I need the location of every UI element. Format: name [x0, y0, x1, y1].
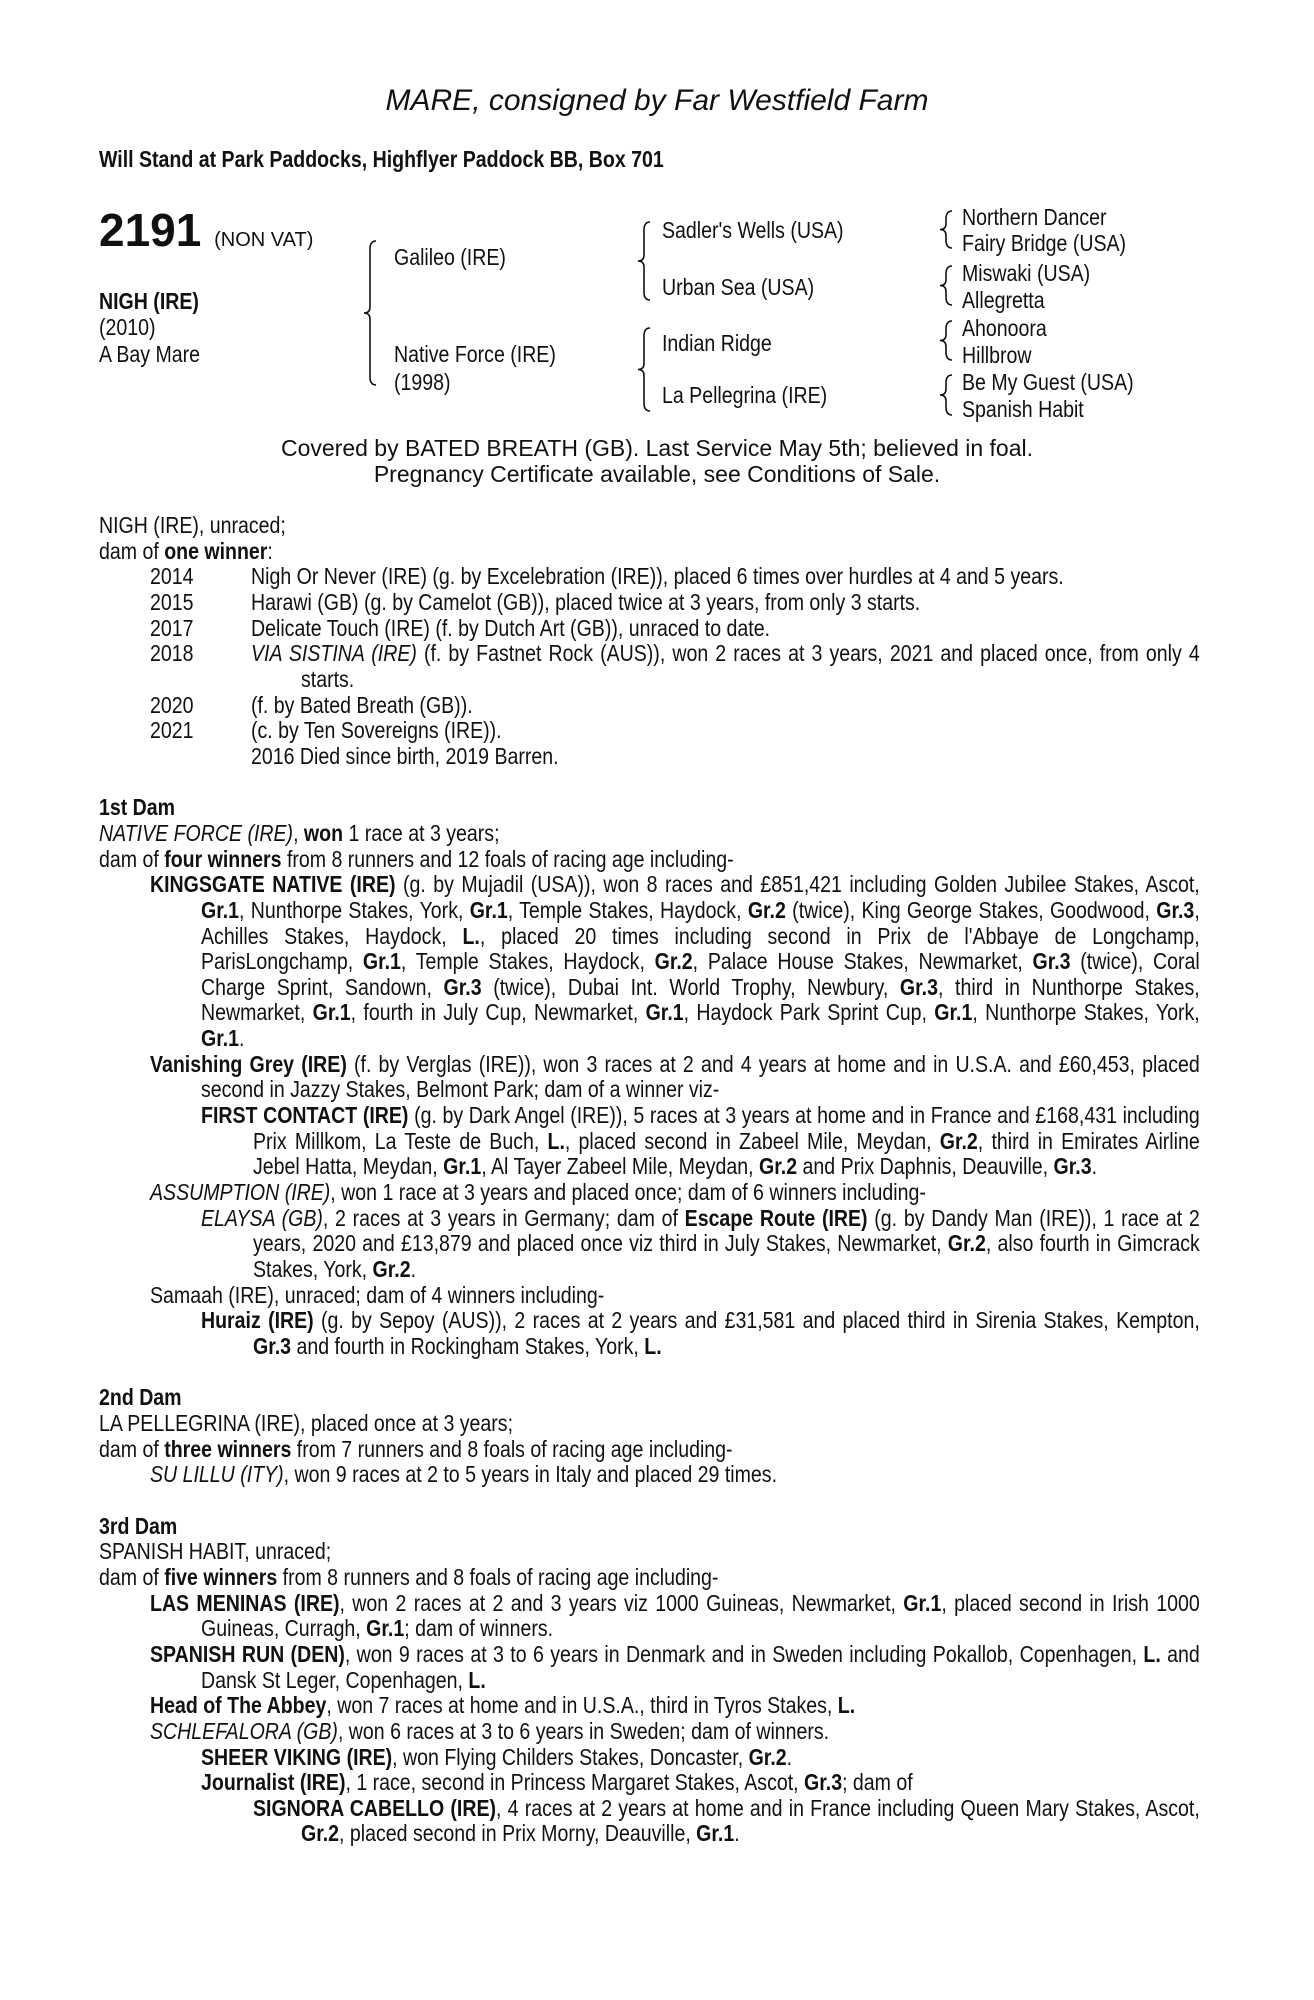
text: (g. by Dandy Man (IRE)), 1 race at 2 years, 2020 and £13,879 and placed once viz third in July Stakes, Newmarket,: [252, 1204, 1200, 1257]
text: Samaah (IRE), unraced; dam of 4 winners including-: [150, 1281, 605, 1308]
bold-text: Vanishing Grey (IRE): [150, 1050, 347, 1077]
text: Delicate Touch (IRE) (f. by Dutch Art (GB)), unraced to date.: [250, 614, 771, 641]
bold-text: Gr.2: [747, 896, 786, 923]
text: , also fourth in Gimcrack Stakes, York,: [252, 1230, 1200, 1283]
progeny-entry: [99, 744, 1200, 770]
progeny-year: 2020: [150, 691, 194, 718]
bold-text: Journalist (IRE): [201, 1769, 346, 1796]
text: , 2 races at 3 years in Germany; dam of: [322, 1204, 685, 1231]
bold-text: five winners: [164, 1563, 278, 1590]
bold-text: Gr.2: [759, 1153, 798, 1180]
bold-text: three winners: [164, 1435, 292, 1462]
bold-text: Gr.1: [201, 896, 240, 923]
text: , won 2 races at 2 and 3 years viz 1000 Guineas, Newmarket,: [339, 1589, 904, 1616]
produce-entry: [99, 1103, 1200, 1180]
dam-summary: [99, 1411, 1200, 1437]
progeny-entry: [99, 616, 1200, 642]
progeny-entry: [99, 693, 1200, 719]
bold-text: L.: [462, 922, 480, 949]
progeny-year: 2015: [150, 588, 194, 615]
italic-text: ELAYSA (GB): [201, 1204, 323, 1231]
produce-entry: [99, 1180, 1200, 1206]
dam-summary: [99, 1565, 1200, 1591]
text: from 8 runners and 12 foals of racing age including-: [281, 845, 734, 872]
bold-text: 3rd Dam: [99, 1512, 178, 1539]
section-heading: [99, 1514, 1200, 1540]
bold-text: Gr.2: [654, 948, 693, 975]
bold-text: Gr.3: [804, 1769, 843, 1796]
covering-note: [0, 436, 1314, 487]
bold-text: 2nd Dam: [99, 1384, 182, 1411]
text: , Haydock Park Sprint Cup,: [683, 999, 935, 1026]
brace-shape: [364, 241, 376, 385]
bold-text: Gr.1: [312, 999, 351, 1026]
text: , won 9 races at 2 to 5 years in Italy and placed 29 times.: [283, 1461, 778, 1488]
produce-entry: [99, 1745, 1200, 1771]
text: .: [734, 1820, 740, 1847]
brace-shape: [940, 266, 952, 305]
bold-text: four winners: [164, 845, 282, 872]
dam-summary: [99, 1437, 1200, 1463]
bold-text: Gr.3: [1053, 1153, 1092, 1180]
dam-summary: [99, 539, 1200, 565]
dam-summary: [99, 1539, 1200, 1565]
text: and fourth in Rockingham Stakes, York,: [291, 1333, 645, 1359]
bold-text: Gr.1: [201, 1025, 240, 1052]
text: dam of: [99, 537, 165, 564]
bold-text: L.: [468, 1666, 486, 1693]
text: Harawi (GB) (g. by Camelot (GB)), placed twice at 3 years, from only 3 starts.: [250, 588, 921, 615]
produce-entry: [99, 1462, 1200, 1488]
bold-text: Gr.1: [362, 948, 401, 975]
text: NIGH (IRE), unraced;: [99, 512, 286, 538]
produce-entry: [99, 1308, 1200, 1359]
brace-shape: [940, 321, 952, 360]
bold-text: Gr.2: [748, 1743, 787, 1770]
progeny-year: 2021: [150, 717, 194, 744]
catalogue-body: [99, 513, 1200, 1847]
text: , fourth in July Cup, Newmarket,: [350, 999, 646, 1026]
bold-text: Gr.1: [366, 1615, 405, 1642]
text: , 1 race, second in Princess Margaret Stakes, Ascot,: [345, 1769, 805, 1796]
bold-text: Gr.1: [645, 999, 684, 1026]
bold-text: Escape Route (IRE): [684, 1204, 868, 1231]
text: (twice), Dubai Int. World Trophy, Newbury,: [481, 973, 900, 1000]
text: , won 1 race at 3 years and placed once; dam of 6 winners including-: [330, 1179, 926, 1206]
bold-text: Gr.2: [372, 1256, 411, 1283]
horse-year: (2010): [99, 314, 156, 340]
bold-text: Gr.1: [903, 1589, 942, 1616]
bold-text: Gr.1: [696, 1820, 735, 1847]
progeny-year: 2014: [150, 563, 194, 590]
text: .: [239, 1025, 245, 1052]
dam-summary: [99, 821, 1200, 847]
section-heading: [99, 795, 1200, 821]
text: , Temple Stakes, Haydock,: [400, 948, 655, 975]
lot-number: 2191: [99, 204, 202, 256]
produce-entry: [99, 1719, 1200, 1745]
text: , 4 races at 2 years at home and in France including Queen Mary Stakes, Ascot,: [496, 1794, 1200, 1821]
bold-text: SIGNORA CABELLO (IRE): [252, 1794, 497, 1821]
text: SPANISH HABIT, unraced;: [99, 1538, 332, 1565]
bold-text: L.: [1143, 1640, 1161, 1667]
pedigree-gen3: Be My Guest (USA): [962, 369, 1134, 395]
text: .: [786, 1743, 793, 1770]
bold-text: Gr.1: [934, 999, 973, 1026]
bold-text: Gr.2: [300, 1820, 340, 1847]
text: from 8 runners and 8 foals of racing age including-: [277, 1563, 719, 1590]
page-title: MARE, consigned by Far Westfield Farm: [385, 84, 929, 117]
pedigree-gen2: Urban Sea (USA): [662, 274, 815, 300]
text: , placed 20 times including second in Prix de l'Abbaye de Longchamp, ParisLongchamp,: [201, 922, 1200, 975]
text: dam of: [99, 1435, 165, 1462]
text: and Prix Daphnis, Deauville,: [797, 1153, 1054, 1180]
pregnancy-line: Pregnancy Certificate available, see Conditions of Sale.: [373, 460, 941, 487]
dam-summary: [99, 847, 1200, 873]
pedigree-dam: Native Force (IRE): [394, 341, 556, 367]
text: dam of: [99, 1563, 165, 1590]
text: .: [1091, 1153, 1098, 1180]
text: (twice), King George Stakes, Goodwood,: [785, 896, 1157, 923]
text: (f. by Fastnet Rock (AUS)), won 2 races at 3 years, 2021 and placed once, from only 4 starts.: [300, 640, 1200, 692]
text: , third in Emirates Airline Jebel Hatta, Meydan,: [252, 1127, 1200, 1180]
text: , won 9 races at 3 to 6 years in Denmark and in Sweden including Pokallob, Copenhagen,: [344, 1640, 1144, 1667]
text: 2016 Died since birth, 2019 Barren.: [250, 742, 559, 769]
brace-shape: [940, 375, 952, 415]
text: (f. by Bated Breath (GB)).: [250, 691, 473, 718]
produce-entry: [99, 1796, 1200, 1847]
bold-text: Gr.1: [443, 1153, 482, 1180]
bold-text: L.: [644, 1333, 662, 1359]
text: , Nunthorpe Stakes, York,: [239, 896, 470, 923]
text: 1 race at 3 years;: [343, 819, 500, 846]
pedigree-gen3: Ahonoora: [962, 315, 1047, 341]
pedigree-gen3: Spanish Habit: [962, 396, 1084, 422]
pedigree-dam-year: (1998): [394, 369, 451, 395]
pedigree-sire: Galileo (IRE): [394, 244, 506, 270]
pedigree-braces: [0, 0, 1314, 500]
bold-text: FIRST CONTACT (IRE): [201, 1102, 409, 1129]
horse-description: A Bay Mare: [99, 341, 201, 367]
text: , won 6 races at 3 to 6 years in Sweden; dam of winners.: [337, 1717, 830, 1744]
produce-entry: [99, 1770, 1200, 1796]
pedigree-gen3: Fairy Bridge (USA): [962, 230, 1127, 256]
pedigree-gen2: La Pellegrina (IRE): [662, 382, 828, 408]
text: dam of: [99, 845, 165, 872]
pedigree-gen2: Sadler's Wells (USA): [662, 217, 844, 243]
progeny-entry: [99, 718, 1200, 744]
produce-entry: [99, 872, 1200, 1052]
produce-entry: [99, 1052, 1200, 1103]
progeny-entry: [99, 641, 1200, 692]
produce-entry: [99, 1206, 1200, 1283]
bold-text: won: [303, 819, 344, 846]
bold-text: Gr.2: [947, 1230, 986, 1257]
text: (g. by Sepoy (AUS)), 2 races at 2 years and £31,581 and placed third in Sirenia Stakes, Kempton,: [313, 1307, 1200, 1334]
text: , won 7 races at home and in U.S.A., third in Tyros Stakes,: [326, 1692, 838, 1719]
text: (g. by Dark Angel (IRE)), 5 races at 3 years at home and in France and £168,431 including Prix Millkom, La Teste de Buch,: [252, 1102, 1200, 1154]
text: ; dam of: [842, 1769, 913, 1796]
text: , Palace House Stakes, Newmarket,: [692, 948, 1033, 975]
text: , placed second in Irish 1000 Guineas, Curragh,: [201, 1589, 1200, 1642]
pedigree-gen3: Miswaki (USA): [962, 260, 1091, 286]
produce-entry: [99, 1591, 1200, 1642]
text: ; dam of winners.: [404, 1615, 554, 1642]
bold-text: SPANISH RUN (DEN): [150, 1640, 345, 1667]
bold-text: 1st Dam: [99, 794, 176, 821]
text: , Achilles Stakes, Haydock,: [201, 896, 1200, 949]
text: , Nunthorpe Stakes, York,: [972, 999, 1200, 1026]
progeny-year: 2018: [150, 640, 194, 667]
bold-text: Gr.2: [939, 1127, 978, 1154]
dam-summary: [99, 513, 1200, 539]
pedigree-gen2: Indian Ridge: [662, 330, 772, 356]
bold-text: Huraiz (IRE): [201, 1307, 314, 1334]
section-heading: [99, 1385, 1200, 1411]
brace-shape: [638, 222, 650, 300]
pedigree-gen3: Hillbrow: [962, 342, 1032, 368]
stand-location: Will Stand at Park Paddocks, Highflyer Paddock BB, Box 701: [99, 146, 664, 172]
text: (c. by Ten Sovereigns (IRE)).: [250, 717, 502, 744]
bold-text: Gr.3: [899, 973, 938, 1000]
bold-text: Gr.3: [1032, 948, 1071, 975]
brace-shape: [638, 328, 650, 411]
text: ,: [293, 819, 304, 846]
horse-name: NIGH (IRE): [99, 288, 199, 314]
progeny-year: 2017: [150, 614, 194, 641]
bold-text: Head of The Abbey: [150, 1692, 327, 1719]
bold-text: Gr.3: [1156, 896, 1195, 923]
pedigree-gen3: Allegretta: [962, 287, 1045, 313]
italic-text: VIA SISTINA (IRE): [250, 640, 417, 667]
text: :: [267, 537, 273, 564]
produce-entry: [99, 1283, 1200, 1309]
text: LA PELLEGRINA (IRE), placed once at 3 years;: [99, 1409, 514, 1436]
brace-shape: [940, 211, 952, 248]
italic-text: SU LILLU (ITY): [150, 1461, 284, 1488]
progeny-entry: [99, 590, 1200, 616]
covering-line: Covered by BATED BREATH (GB). Last Service May 5th; believed in foal.: [280, 435, 1034, 461]
pedigree-gen3: Northern Dancer: [962, 204, 1107, 230]
italic-text: SCHLEFALORA (GB): [150, 1717, 338, 1744]
bold-text: Gr.3: [443, 973, 482, 1000]
bold-text: KINGSGATE NATIVE (IRE): [150, 871, 396, 898]
text: , won Flying Childers Stakes, Doncaster,: [392, 1743, 749, 1770]
text: (twice), Coral Charge Sprint, Sandown,: [201, 948, 1200, 1000]
text: .: [410, 1256, 417, 1283]
text: (f. by Verglas (IRE)), won 3 races at 2 and 4 years at home and in U.S.A. and £60,453, placed second in Jazzy Stakes, Belmont Park; dam of a winner viz-: [201, 1050, 1200, 1103]
bold-text: L.: [547, 1127, 565, 1154]
italic-text: ASSUMPTION (IRE): [150, 1179, 331, 1206]
vat-status: (NON VAT): [214, 229, 314, 251]
bold-text: L.: [837, 1692, 856, 1719]
text: Nigh Or Never (IRE) (g. by Excelebration (IRE)), placed 6 times over hurdles at 4 and 5 years.: [250, 563, 1064, 590]
bold-text: Gr.1: [469, 896, 508, 923]
text: , placed second in Zabeel Mile, Meydan,: [564, 1127, 940, 1154]
produce-entry: [99, 1693, 1200, 1719]
text: , placed second in Prix Morny, Deauville,: [339, 1820, 697, 1847]
text: from 7 runners and 8 foals of racing age including-: [291, 1435, 733, 1462]
bold-text: Gr.3: [252, 1333, 292, 1359]
bold-text: LAS MENINAS (IRE): [150, 1589, 340, 1616]
text: , Al Tayer Zabeel Mile, Meydan,: [481, 1153, 760, 1180]
progeny-entry: [99, 564, 1200, 590]
bold-text: SHEER VIKING (IRE): [201, 1743, 393, 1770]
text: (g. by Mujadil (USA)), won 8 races and £851,421 including Golden Jubilee Stakes, Ascot,: [395, 871, 1200, 898]
bold-text: one winner: [164, 537, 268, 564]
text: , third in Nunthorpe Stakes, Newmarket,: [201, 973, 1200, 1026]
text: , Temple Stakes, Haydock,: [507, 896, 748, 923]
italic-text: NATIVE FORCE (IRE): [99, 819, 294, 846]
produce-entry: [99, 1642, 1200, 1693]
text: and Dansk St Leger, Copenhagen,: [201, 1640, 1200, 1693]
